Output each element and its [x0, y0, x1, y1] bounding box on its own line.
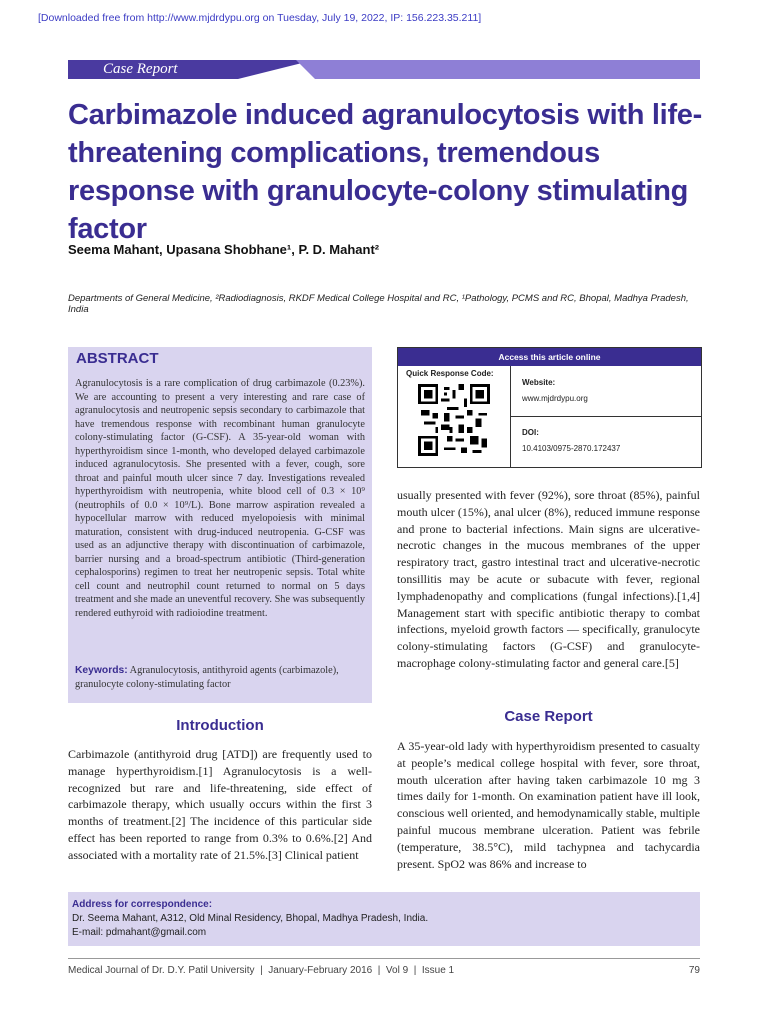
correspondence-box: [68, 892, 700, 946]
case-report-heading: Case Report: [504, 708, 593, 725]
introduction-text: Carbimazole (antithyroid drug [ATD]) are frequently used to manage hyperthyroidism.[1] Agranulocytosis is a well-recognized but rare and life-threatening, side effect of carbimazole therapy, which usually occurs within the first 3 months of treatment.[2] The incidence of this particular side effect has been reported to range from 0.3% to 0.6%.[2] And associated with a mortality rate of 21.5%.[3] Clinical patient: [68, 747, 372, 862]
author-list: Seema Mahant, Upasana Shobhane¹, P. D. Mahant²: [68, 242, 380, 257]
page-number: 79: [688, 965, 700, 976]
correspondence-address: Dr. Seema Mahant, A312, Old Minal Residency, Bhopal, Madhya Pradesh, India.: [72, 913, 429, 924]
keywords-label: Keywords:: [75, 665, 128, 676]
access-header: Access this article online: [398, 348, 701, 366]
abstract-text: Agranulocytosis is a rare complication of drug carbimazole (0.23%). We are accounting to present a very interesting and rare case of agranulocytosis and neutropenic sepsis secondary to carbimazole that have tremendous response with recombinant human granulocyte colony-stimulating factor (G-CSF). A 35-year-old woman with hyperthyroidism since 1-month, who developed delayed carbimazole induced agranulocytosis. She presented with a fever, cough, sore throat and painful mouth ulcer since 7 day. Investigations revealed hyperthyroidism with neutropenia, white blood cell of 0.3 × 10⁹ (neutrophils of 0.0 × 10⁹/L). Bone marrow aspiration revealed a hypocellular marrow with reduced myelopoiesis with minimal maturation, consistent with drug-induced neutropenia. G-CSF was used as an adjunctive therapy with discontinuation of carbimazole, barrier nursing and a broad-spectrum antibiotic (Third-generation cephalosporins) regimen to treat her neutropenic sepsis. Total white cell count and neutrophil count returned to normal on 5 days treatment and she made an uneventful recovery. She was subsequently rendered euthyroid with radioiodine treatment.: [75, 378, 365, 619]
article-title: Carbimazole induced agranulocytosis with life-threatening complications, tremendous response with granulocyte-colony stimulating factor: [68, 99, 702, 245]
abstract-box: [68, 347, 372, 703]
article-type-label: Case Report: [103, 61, 178, 77]
qr-label: Quick Response Code:: [406, 369, 494, 378]
abstract-heading: ABSTRACT: [76, 350, 159, 367]
doi-value[interactable]: 10.4103/0975-2870.172437: [522, 444, 621, 453]
affiliation: Departments of General Medicine, ²Radiodiagnosis, RKDF Medical College Hospital and RC, ¹Pathology, PCMS and RC, Bhopal, Madhya Pradesh, India: [68, 293, 689, 315]
website-link[interactable]: www.mjdrdypu.org: [522, 394, 588, 403]
website-label: Website:: [522, 378, 556, 387]
right-column-text: usually presented with fever (92%), sore throat (85%), painful mouth ulcer (15%), anal ulcer (8%), reduced immune response and prone to bacterial infections. Main signs are ulcerative-necrotic changes in the mucous membranes of the upper respiratory tract, gastro intestinal tract and ulcerative-necrotic tonsillitis may be acute or subacute with fever, regional lymphadenopathy and complications (fungal infections).[1,4] Management start with specific antibiotic therapy to combat infections, myeloid growth factors — specifically, granulocyte colony-stimulating factors (G-CSF) and granulocyte-macrophage colony-stimulating factor and general care.[5]: [397, 488, 700, 670]
qr-code-icon[interactable]: [418, 384, 490, 456]
journal-footer: Medical Journal of Dr. D.Y. Patil University | January-February 2016 | Vol 9 | Issue 1: [68, 965, 455, 976]
correspondence-email[interactable]: E-mail: pdmahant@gmail.com: [72, 927, 207, 938]
keywords-text: Agranulocytosis, antithyroid agents (carbimazole), granulocyte colony-stimulating factor: [75, 665, 339, 690]
download-note: [Downloaded free from http://www.mjdrdypu.org on Tuesday, July 19, 2022, IP: 156.223.35.211]: [38, 12, 482, 24]
case-report-text: A 35-year-old lady with hyperthyroidism presented to casualty at people’s medical college hospital with fever, sore throat, mouth ulceration after having taken carbimazole 10 mg 3 times daily for 1-month. On examination patient have ill look, conscious well oriented, and hemodynamically stable, multiple painful mucous membrane ulceration. Patient was febrile (temperature, 38.5°C), mild tachypnea and tachycardia present. SpO2 was 86% and increase to: [397, 739, 700, 871]
introduction-heading: Introduction: [176, 717, 264, 734]
footer-divider: [68, 958, 700, 959]
access-box: [397, 347, 702, 468]
keywords: [75, 664, 365, 691]
doi-label: DOI:: [522, 428, 539, 437]
correspondence-label: Address for correspondence:: [72, 899, 213, 910]
article-type-banner: [68, 60, 700, 79]
